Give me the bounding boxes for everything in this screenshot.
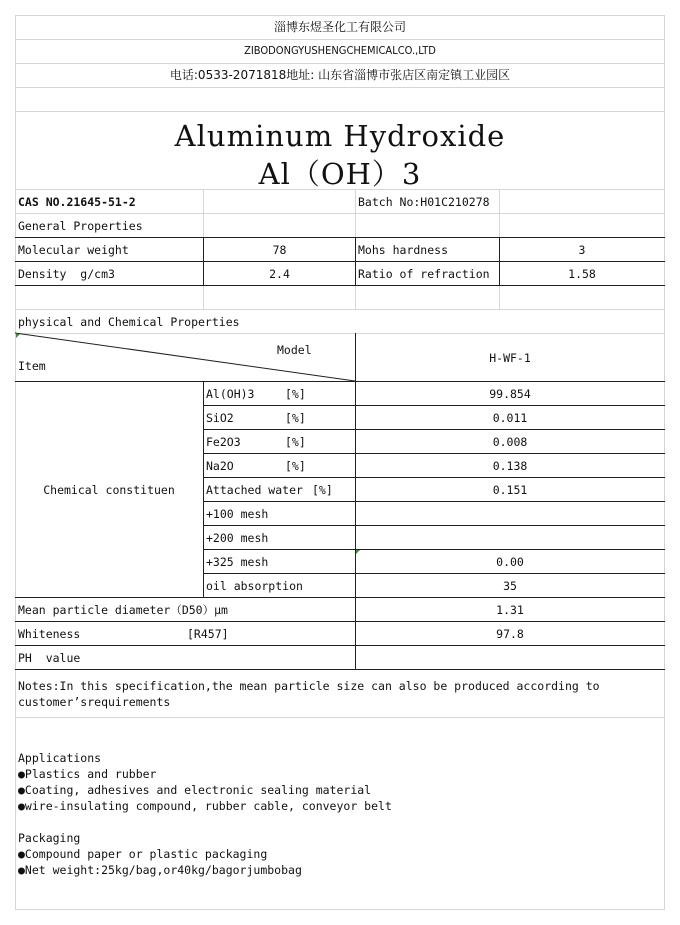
row-value: 0.008 bbox=[492, 435, 528, 449]
product-name: Aluminum Hydroxide bbox=[174, 119, 506, 153]
packaging-title: Packaging bbox=[18, 831, 81, 845]
application-item: ●wire-insulating compound, rubber cable, conveyor belt bbox=[18, 799, 392, 813]
molecular-weight-label: Molecular weight bbox=[18, 243, 129, 257]
whiteness-unit: [R457] bbox=[187, 627, 229, 641]
chemical-group-label: Chemical constituen bbox=[43, 483, 175, 497]
row-unit: [%] bbox=[285, 435, 306, 449]
cell-comment-marker bbox=[356, 550, 360, 554]
row-name: Al(OH)3 bbox=[206, 387, 255, 401]
row-unit: [%] bbox=[285, 459, 306, 473]
mean-particle-label: Mean particle diameter（D50）μm bbox=[18, 603, 228, 617]
whiteness-value: 97.8 bbox=[496, 627, 524, 641]
row-unit: [%] bbox=[285, 387, 306, 401]
product-formula: Al（OH）3 bbox=[258, 157, 422, 191]
cell-comment-marker bbox=[16, 334, 20, 338]
applications-title: Applications bbox=[18, 751, 102, 765]
row-value: 0.138 bbox=[492, 459, 528, 473]
row-unit: [%] bbox=[285, 411, 306, 425]
packaging-item: ●Net weight:25kg/bag,or40kg/bagorjumbobag bbox=[18, 863, 302, 877]
notes-line-2: customer’srequirements bbox=[18, 695, 171, 709]
batch-number: Batch No:H01C210278 bbox=[358, 195, 490, 209]
ph-label: PH value bbox=[18, 651, 81, 665]
row-name: Attached water bbox=[206, 483, 303, 497]
notes-line-1: Notes:In this specification,the mean particle size can also be produced according to bbox=[18, 679, 600, 693]
physical-properties-title: physical and Chemical Properties bbox=[18, 315, 240, 329]
row-name: +325 mesh bbox=[206, 555, 269, 569]
row-name: +100 mesh bbox=[206, 507, 269, 521]
mohs-hardness-value: 3 bbox=[578, 243, 586, 257]
density-value: 2.4 bbox=[269, 267, 290, 281]
row-value: 0.011 bbox=[492, 411, 528, 425]
refraction-label: Ratio of refraction bbox=[358, 267, 490, 281]
whiteness-label: Whiteness bbox=[18, 627, 81, 641]
packaging-item: ●Compound paper or plastic packaging bbox=[18, 847, 268, 861]
mohs-hardness-label: Mohs hardness bbox=[358, 243, 449, 257]
cas-number: CAS NO.21645-51-2 bbox=[18, 195, 136, 209]
mean-particle-value: 1.31 bbox=[496, 603, 524, 617]
model-value: H-WF-1 bbox=[489, 351, 531, 365]
row-name: oil absorption bbox=[206, 579, 303, 593]
row-value: 35 bbox=[503, 579, 517, 593]
company-name-cn: 淄博东煜圣化工有限公司 bbox=[273, 20, 406, 34]
row-value: 99.854 bbox=[489, 387, 531, 401]
model-header: Model bbox=[277, 343, 312, 357]
row-name: Na2O bbox=[206, 459, 234, 473]
density-label: Density g/cm3 bbox=[18, 267, 115, 281]
spec-sheet bbox=[15, 15, 665, 910]
company-contact: 电话:0533-2071818地址: 山东省淄博市张店区南定镇工业园区 bbox=[169, 68, 511, 82]
application-item: ●Plastics and rubber bbox=[18, 767, 157, 781]
general-properties-title: General Properties bbox=[18, 219, 143, 233]
row-value: 0.151 bbox=[492, 483, 528, 497]
refraction-value: 1.58 bbox=[568, 267, 596, 281]
row-name: SiO2 bbox=[206, 411, 234, 425]
molecular-weight-value: 78 bbox=[272, 243, 287, 257]
row-name: Fe2O3 bbox=[206, 435, 241, 449]
row-name: +200 mesh bbox=[206, 531, 269, 545]
row-value: 0.00 bbox=[496, 555, 524, 569]
company-name-en: ZIBODONGYUSHENGCHEMICALCO.,LTD bbox=[244, 44, 436, 57]
application-item: ●Coating, adhesives and electronic sealing material bbox=[18, 783, 372, 797]
item-header: Item bbox=[18, 359, 46, 373]
row-unit: [%] bbox=[312, 483, 333, 497]
